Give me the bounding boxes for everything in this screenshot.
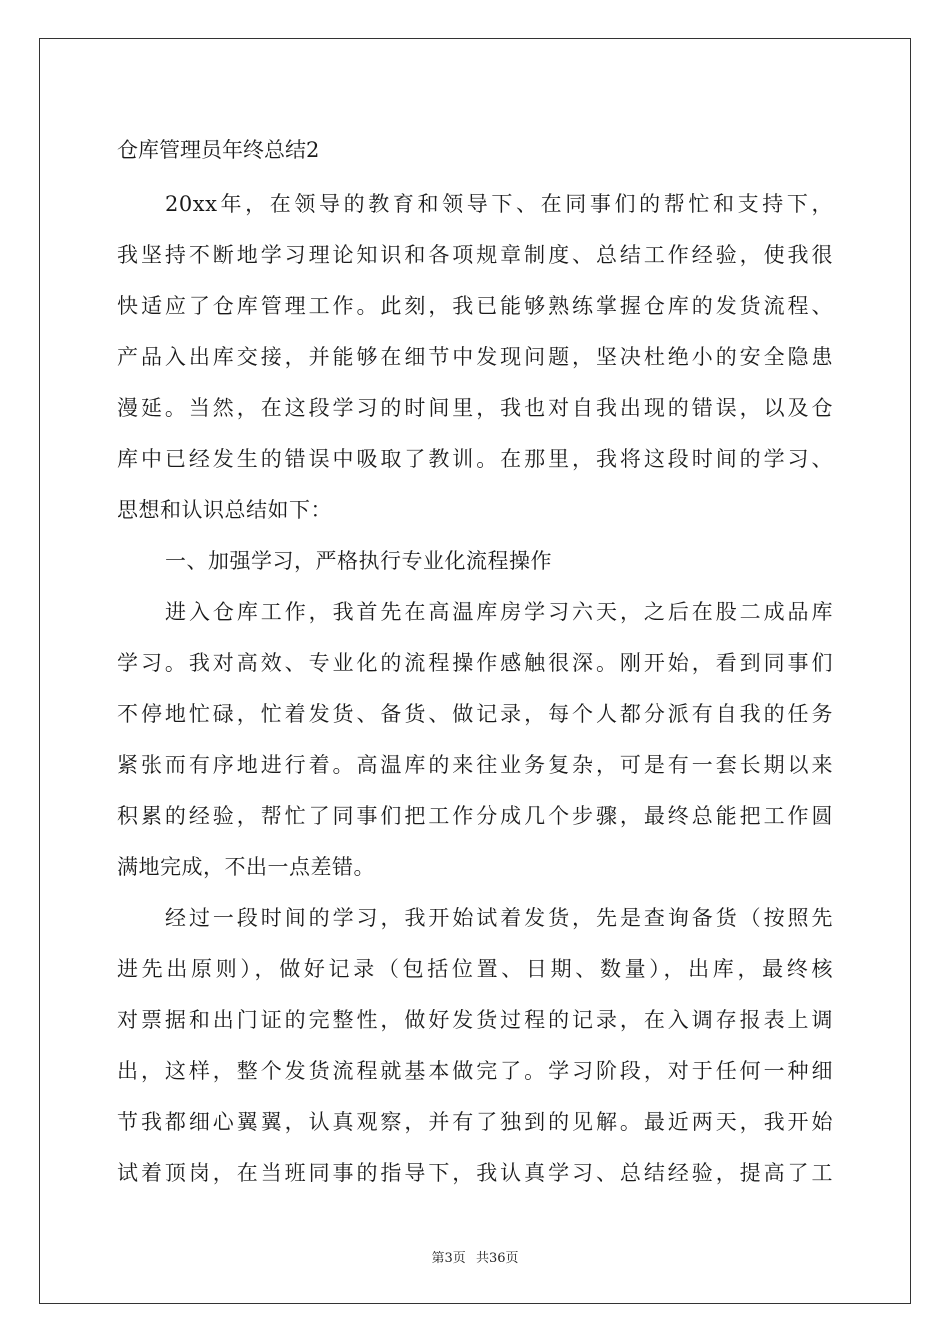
- text-line: 学习。我对高效、专业化的流程操作感触很深。刚开始，看到同事们: [117, 651, 833, 675]
- paragraph-lines: [117, 179, 833, 1199]
- text-line: 进先出原则），做好记录（包括位置、日期、数量），出库，最终核: [117, 957, 833, 981]
- document-title: 仓库管理员年终总结2: [117, 138, 320, 162]
- total-pages: 共36页: [475, 1251, 519, 1266]
- text-line: 20xx年，在领导的教育和领导下、在同事们的帮忙和支持下，: [165, 192, 833, 216]
- text-line: 漫延。当然，在这段学习的时间里，我也对自我出现的错误，以及仓: [117, 396, 833, 420]
- text-line: 快适应了仓库管理工作。此刻，我已能够熟练掌握仓库的发货流程、: [117, 294, 833, 318]
- text-line: 思想和认识总结如下：: [117, 498, 332, 522]
- text-line: 我坚持不断地学习理论知识和各项规章制度、总结工作经验，使我很: [117, 243, 833, 267]
- text-line: 积累的经验，帮忙了同事们把工作分成几个步骤，最终总能把工作圆: [117, 804, 833, 828]
- text-line: 出，这样，整个发货流程就基本做完了。学习阶段，对于任何一种细: [117, 1059, 833, 1083]
- text-line: 试着顶岗，在当班同事的指导下，我认真学习、总结经验，提高了工: [117, 1161, 833, 1185]
- text-line: 不停地忙碌，忙着发货、备货、做记录，每个人都分派有自我的任务: [117, 702, 833, 726]
- page-footer: [0, 1247, 950, 1266]
- text-line: 产品入出库交接，并能够在细节中发现问题，坚决杜绝小的安全隐患: [117, 345, 833, 369]
- text-line: 紧张而有序地进行着。高温库的来往业务复杂，可是有一套长期以来: [117, 753, 833, 777]
- text-line: 对票据和出门证的完整性，做好发货过程的记录，在入调存报表上调: [117, 1008, 833, 1032]
- text-line: 经过一段时间的学习，我开始试着发货，先是查询备货（按照先: [165, 906, 833, 930]
- text-line: 满地完成，不出一点差错。: [117, 855, 375, 879]
- text-line: 一、加强学习，严格执行专业化流程操作: [165, 549, 552, 573]
- text-line: 进入仓库工作，我首先在高温库房学习六天，之后在股二成品库: [165, 600, 833, 624]
- text-line: 节我都细心翼翼，认真观察，并有了独到的见解。最近两天，我开始: [117, 1110, 833, 1134]
- document-body: [117, 128, 833, 1199]
- page-number: 第3页: [431, 1251, 466, 1266]
- text-line: 库中已经发生的错误中吸取了教训。在那里，我将这段时间的学习、: [117, 447, 833, 471]
